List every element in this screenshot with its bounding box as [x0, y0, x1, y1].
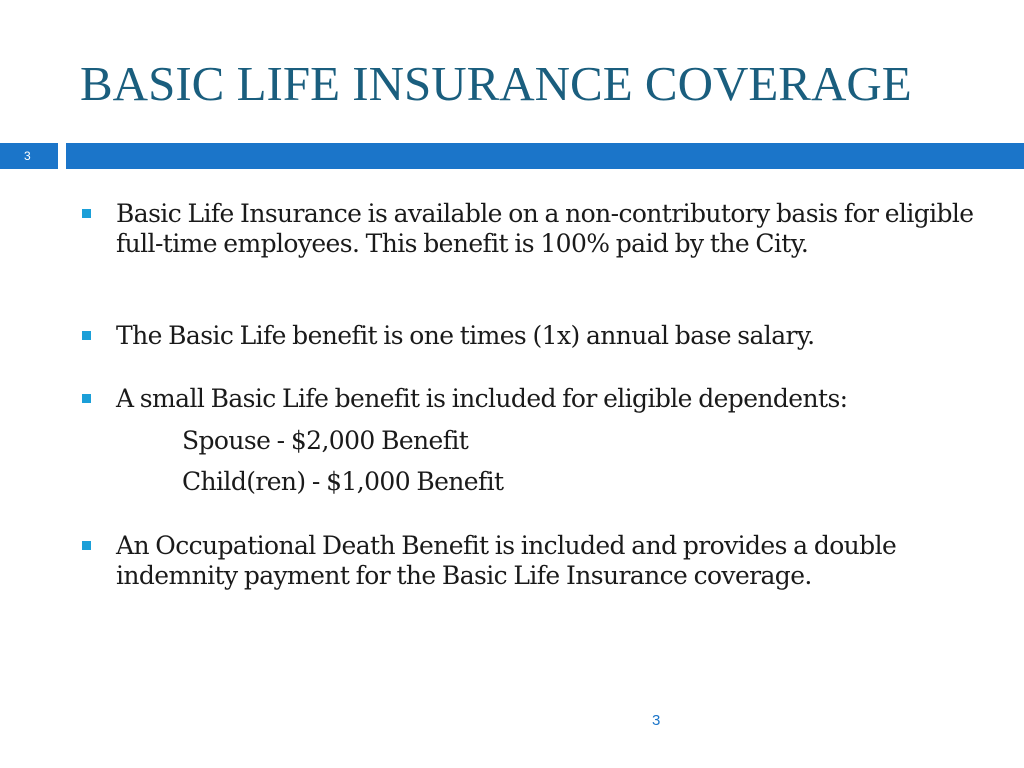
- bullet-text: The Basic Life benefit is one times (1x) annual base salary.: [116, 321, 815, 350]
- footer-page-number: 3: [652, 712, 661, 729]
- dependent-benefit-line: Child(ren) - $1,000 Benefit: [182, 467, 504, 496]
- bullet-item: [82, 531, 982, 591]
- square-bullet-icon: [82, 331, 91, 340]
- bullet-item: [82, 199, 982, 259]
- bullet-text: An Occupational Death Benefit is included and provides a double indemnity payment for the Basic Life Insurance coverage.: [116, 531, 897, 590]
- square-bullet-icon: [82, 541, 91, 550]
- square-bullet-icon: [82, 394, 91, 403]
- bullet-item: [82, 384, 982, 502]
- dependent-benefit-line: Spouse - $2,000 Benefit: [182, 426, 469, 455]
- bullet-text: A small Basic Life benefit is included for eligible dependents:: [116, 384, 848, 413]
- slide-number-tab: 3: [0, 143, 58, 169]
- bullet-item: [82, 321, 982, 351]
- slide-title: BASIC LIFE INSURANCE COVERAGE: [80, 56, 912, 111]
- square-bullet-icon: [82, 209, 91, 218]
- title-divider-bar: [66, 143, 1024, 169]
- bullet-text: Basic Life Insurance is available on a non-contributory basis for eligible full-time employees. This benefit is 100% paid by the City.: [116, 199, 974, 258]
